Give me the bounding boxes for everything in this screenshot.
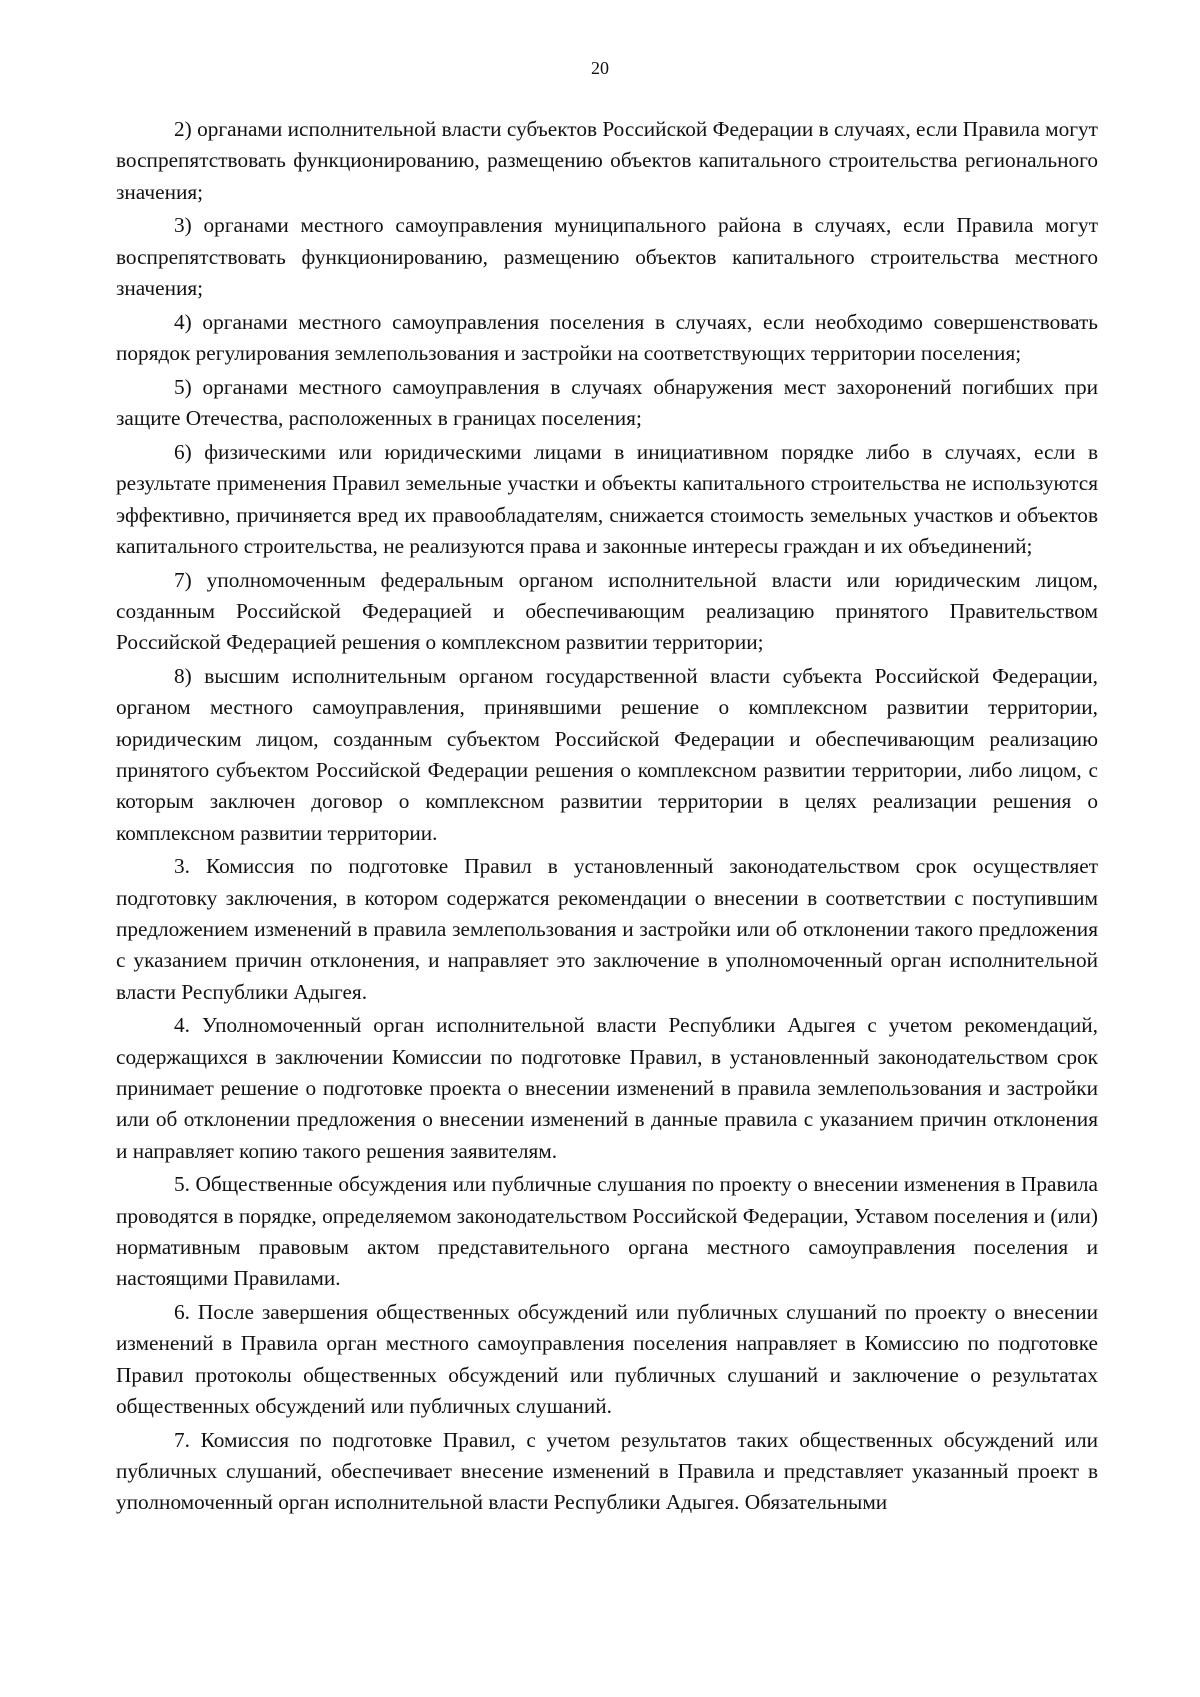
paragraph-section-3: 3. Комиссия по подготовке Правил в установленный законодательством срок осуществляет подготовку заключения, в котором содержатся рекомендации о внесении в соответствии с поступившим предложением изменений в правила землепользования и застройки или об отклонении такого предложения с указанием причин отклонения, и направляет это заключение в уполномоченный орган исполнительной власти Республики Адыгея. [116,854,1098,1004]
paragraph-section-6: 6. После завершения общественных обсуждений или публичных слушаний по проекту о внесении изменений в Правила орган местного самоуправления поселения направляет в Комиссию по подготовке Правил протоколы общественных обсуждений или публичных слушаний и заключение о результатах общественных обсуждений или публичных слушаний. [116,1299,1098,1418]
document-body [116,114,1098,1521]
paragraph-item-7: 7) уполномоченным федеральным органом исполнительной власти или юридическим лицом, созданным Российской Федерацией и обеспечивающим реализацию принятого Правительством Российской Федерацией решения о комплексном развитии территории; [116,567,1098,655]
paragraph-section-7: 7. Комиссия по подготовке Правил, с учетом результатов таких общественных обсуждений или публичных слушаний, обеспечивает внесение изменений в Правила и представляет указанный проект в уполномоченный орган исполнительной власти Республики Адыгея. Обязательными [116,1427,1098,1515]
paragraph-item-3: 3) органами местного самоуправления муниципального района в случаях, если Правила могут воспрепятствовать функционированию, размещению объектов капитального строительства местного значения; [116,213,1098,300]
paragraph-item-4: 4) органами местного самоуправления поселения в случаях, если необходимо совершенствовать порядок регулирования землепользования и застройки на соответствующих территории поселения; [116,309,1098,366]
paragraph-item-6: 6) физическими или юридическими лицами в инициативном порядке либо в случаях, если в результате применения Правил земельные участки и объекты капитального строительства не используются эффективно, причиняется вред их правообладателям, снижается стоимость земельных участков и объектов капитального строительства, не реализуются права и законные интересы граждан и их объединений; [116,439,1098,558]
paragraph-section-5: 5. Общественные обсуждения или публичные слушания по проекту о внесении изменения в Правила проводятся в порядке, определяемом законодательством Российской Федерации, Уставом поселения и (или) нормативным правовым актом представительного органа местного самоуправления поселения и настоящими Правилами. [116,1172,1098,1291]
paragraph-item-2: 2) органами исполнительной власти субъектов Российской Федерации в случаях, если Правила могут воспрепятствовать функционированию, размещению объектов капитального строительства регионального значения; [116,117,1098,204]
paragraph-item-8: 8) высшим исполнительным органом государственной власти субъекта Российской Федерации, органом местного самоуправления, принявшими решение о комплексном развитии территории, юридическим лицом, созданным субъектом Российской Федерации и обеспечивающим реализацию принятого субъектом Российской Федерации решения о комплексном развитии территории, либо лицом, с которым заключен договор о комплексном развитии территории в целях реализации решения о комплексном развитии территории. [116,664,1098,845]
paragraph-item-5: 5) органами местного самоуправления в случаях обнаружения мест захоронений погибших при защите Отечества, расположенных в границах поселения; [116,374,1098,431]
paragraph-section-4: 4. Уполномоченный орган исполнительной власти Республики Адыгея с учетом рекомендаций, содержащихся в заключении Комиссии по подготовке Правил, в установленный законодательством срок принимает решение о подготовке проекта о внесении изменений в правила землепользования и застройки или об отклонении предложения о внесении изменений в данные правила с указанием причин отклонения и направляет копию такого решения заявителям. [116,1013,1098,1163]
page-number: 20 [591,58,609,78]
